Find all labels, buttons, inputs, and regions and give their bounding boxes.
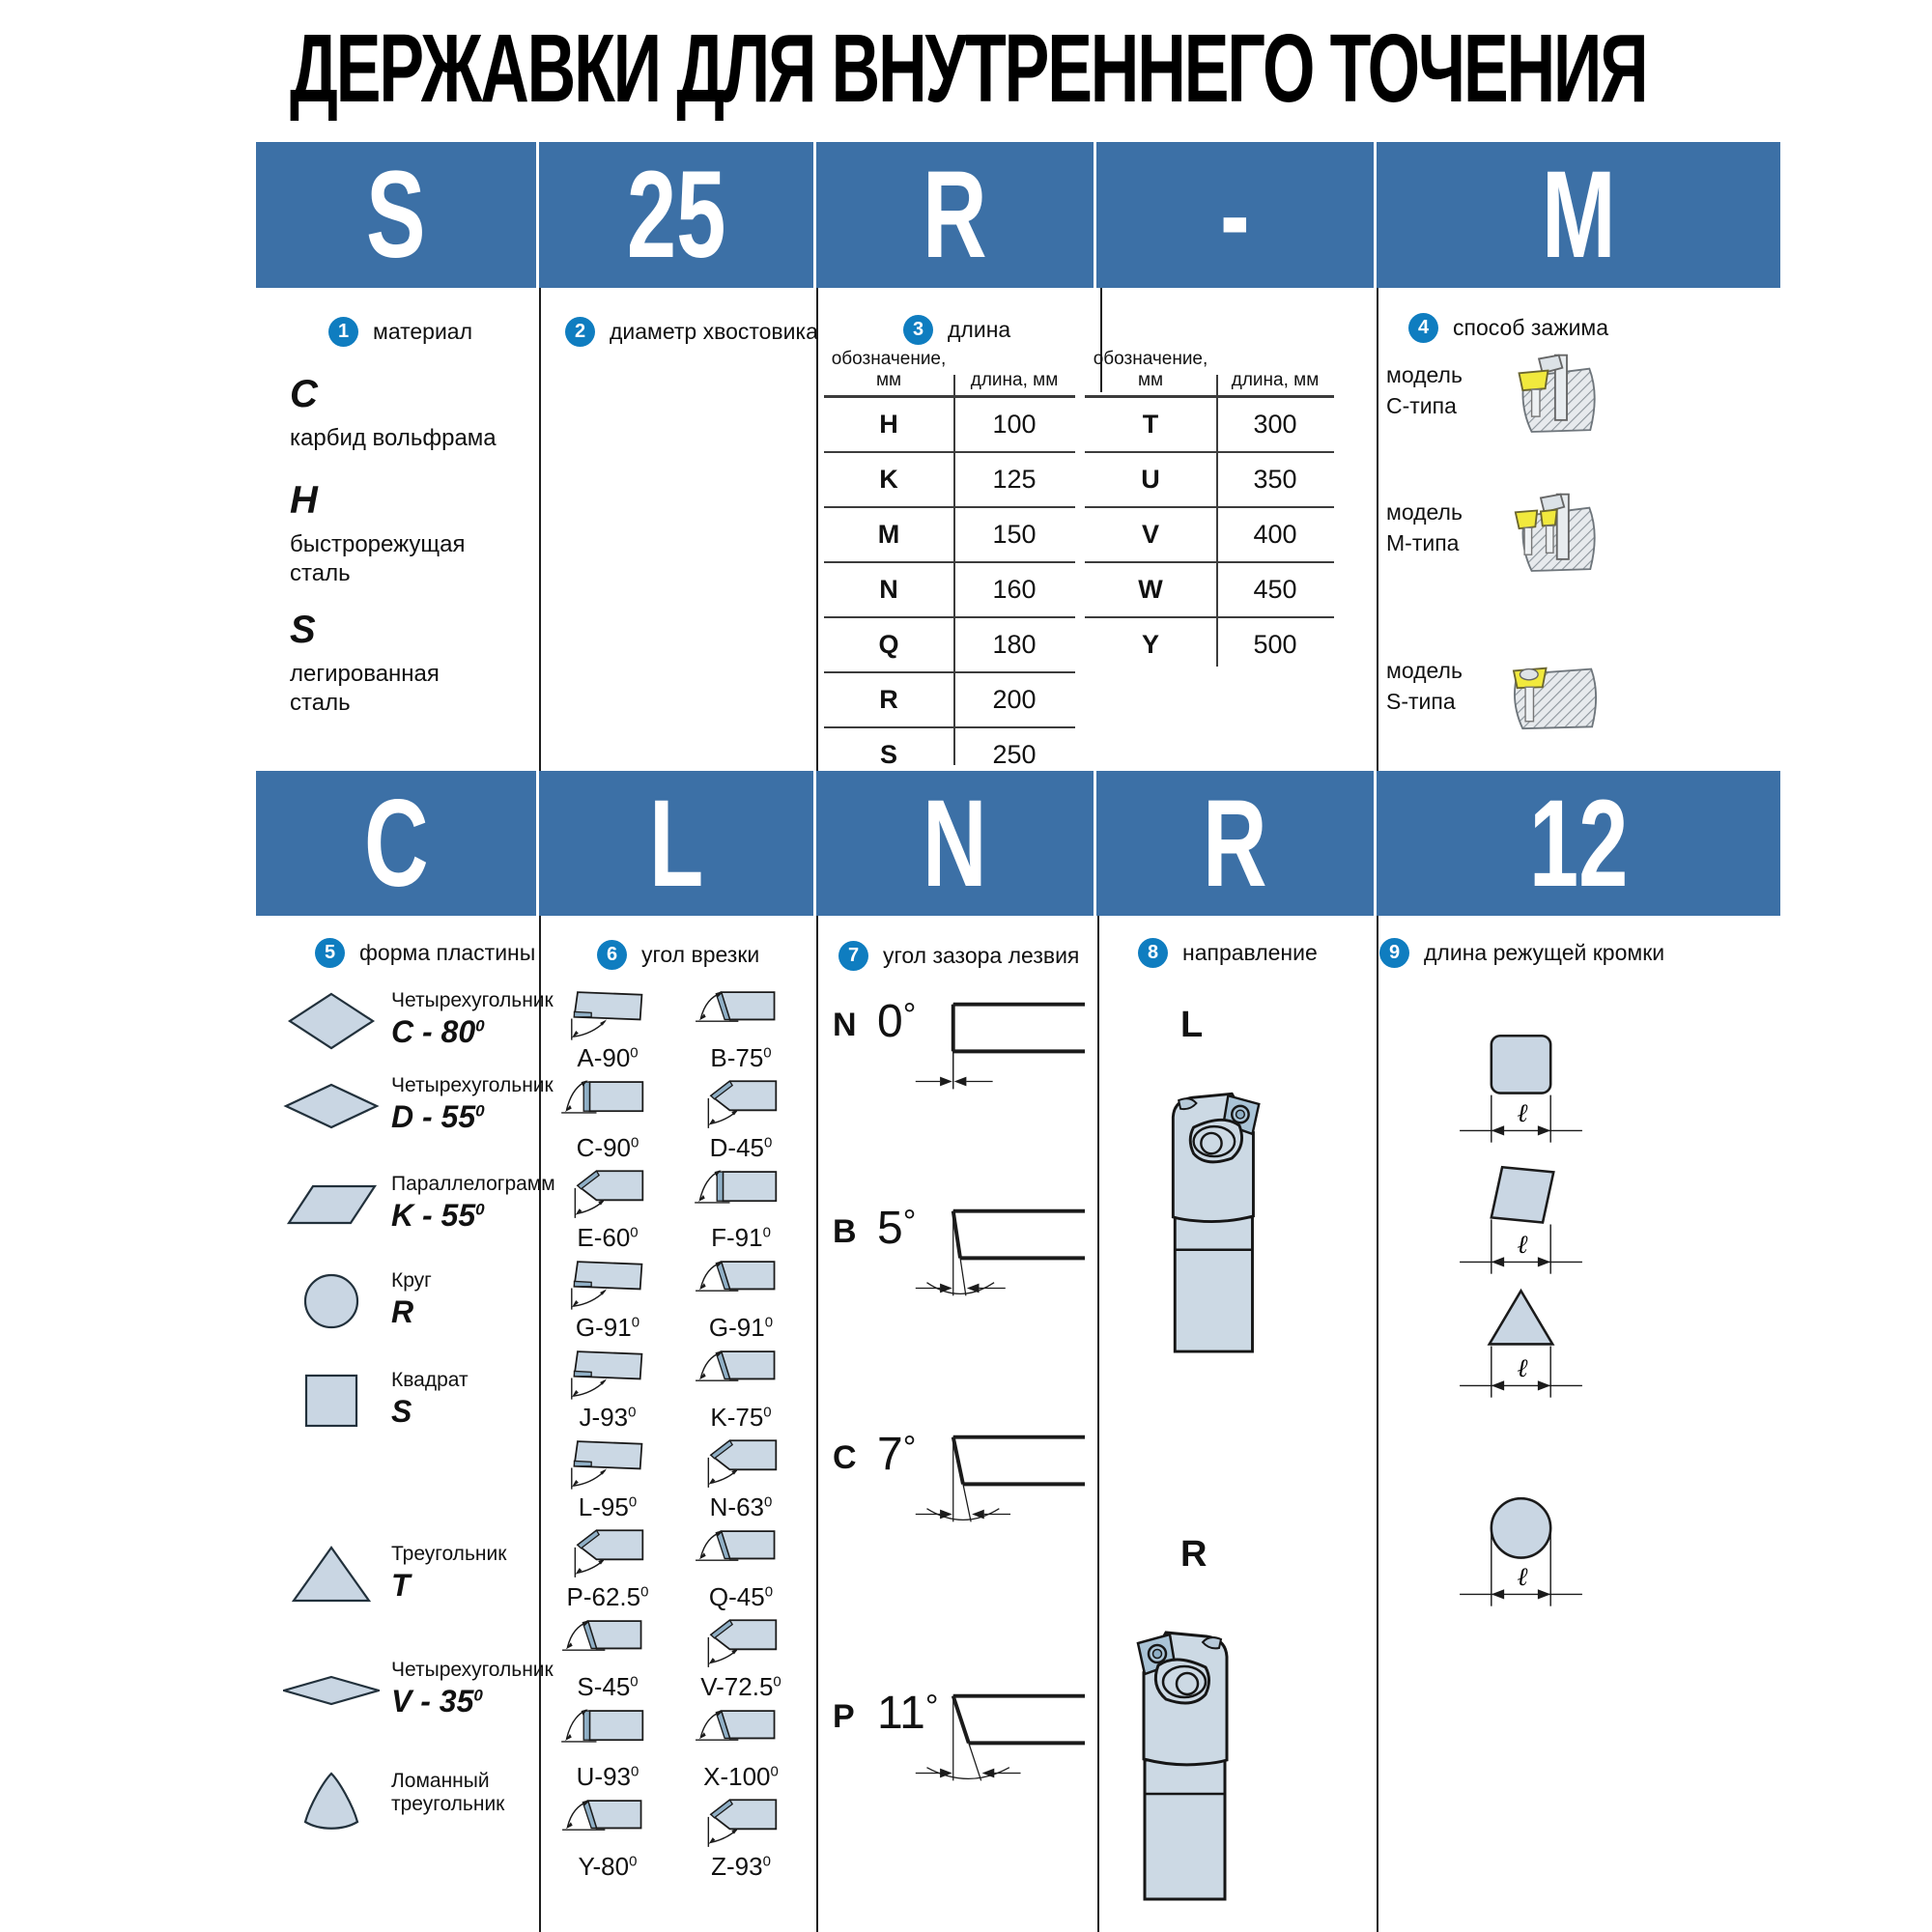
- column-header-length: длина, мм: [970, 370, 1059, 390]
- holder-right-image: [1125, 1602, 1251, 1913]
- insert-shape-item: [283, 1072, 554, 1140]
- material-desc-line: сталь: [290, 560, 351, 586]
- section-label: угол зазора лезвия: [883, 943, 1080, 968]
- insert-shape-name-line: Параллелограмм: [391, 1173, 555, 1195]
- clamp-model-image: [1499, 649, 1607, 732]
- entry-angle-icon: [552, 1165, 664, 1225]
- number-badge: 3: [903, 315, 933, 345]
- entry-angle-item: [541, 1435, 674, 1524]
- code-box-length: [816, 142, 1096, 288]
- insert-shape-icon: [283, 1171, 380, 1238]
- designation-cell: U: [1141, 465, 1160, 494]
- designation-cell: R: [879, 685, 898, 714]
- insert-shape-code: V - $35^0$: [391, 1684, 483, 1719]
- code-box-material: [256, 142, 539, 288]
- entry-angle-item: [541, 1165, 674, 1255]
- material-desc: [290, 660, 531, 718]
- entry-angle-item: [674, 1524, 808, 1614]
- clamp-model-line1: модель: [1386, 658, 1463, 683]
- edge-length-item: [1441, 1281, 1601, 1411]
- code-letter: 25: [626, 146, 726, 284]
- code-letter: S: [366, 146, 426, 284]
- insert-shape-name: [391, 989, 554, 1012]
- material-item: [290, 479, 531, 588]
- material-desc: [290, 424, 531, 453]
- entry-angle-icon: [552, 1075, 664, 1135]
- entry-angle-icon: [685, 1075, 797, 1135]
- table-header: [1085, 349, 1334, 398]
- number-badge: 4: [1408, 313, 1438, 343]
- code-box-diameter: [539, 142, 816, 288]
- material-desc: [290, 530, 531, 588]
- code-box-insert-shape: [256, 771, 539, 916]
- column-header-designation: обозначение, мм: [831, 349, 947, 390]
- entry-angle-icon: [552, 1255, 664, 1315]
- entry-angle-label: P-62.5$^0$: [566, 1582, 649, 1611]
- table-row: [824, 398, 1075, 453]
- number-badge: 8: [1138, 938, 1168, 968]
- length-symbol: ℓ: [1517, 1562, 1528, 1593]
- clamp-model-line2: S-типа: [1386, 689, 1456, 715]
- insert-shape-name: [391, 1659, 554, 1682]
- code-letter: 12: [1528, 774, 1629, 913]
- direction-label: R: [1180, 1534, 1208, 1575]
- length-symbol: ℓ: [1517, 1098, 1528, 1129]
- insert-shape-icon: [283, 1367, 380, 1435]
- entry-angle-item: [674, 1704, 808, 1794]
- entry-angle-icon: [685, 1435, 797, 1494]
- section-header-entry-angle: [597, 940, 759, 970]
- edge-length-diagram: [1441, 1157, 1601, 1288]
- entry-angle-label: $G-91^0$: [575, 1313, 640, 1342]
- edge-length-item: [1441, 1490, 1601, 1620]
- length-table-1: [824, 349, 1075, 781]
- insert-shape-item: [283, 987, 554, 1055]
- entry-angle-icon: [552, 1794, 664, 1854]
- entry-angle-label: $C-90^0$: [576, 1133, 639, 1162]
- section-label: направление: [1182, 940, 1318, 965]
- table-row: [1085, 453, 1334, 508]
- entry-angle-item: [674, 1794, 808, 1884]
- table-divider: [1216, 375, 1218, 667]
- edge-length-diagram: [1441, 1026, 1601, 1156]
- insert-shape-code: D - $55^0$: [391, 1099, 485, 1135]
- degree-icon: °: [902, 997, 917, 1034]
- insert-shape-text: [391, 1657, 554, 1719]
- entry-angle-item: [541, 985, 674, 1075]
- entry-angle-label: $J-93^0$: [579, 1403, 637, 1432]
- code-letter: N: [923, 774, 987, 913]
- section-label: форма пластины: [359, 940, 536, 965]
- clearance-letter: C: [833, 1439, 857, 1476]
- clearance-value: 0 °: [877, 996, 917, 1047]
- clearance-angle-item: [827, 1410, 1095, 1599]
- code-letter: R: [1203, 774, 1267, 913]
- insert-shape-name: [391, 1770, 504, 1816]
- column-divider: [1097, 916, 1099, 1932]
- designation-cell: K: [879, 465, 898, 494]
- insert-shape-item: [283, 1768, 534, 1835]
- table-row: [824, 673, 1075, 728]
- insert-shape-icon: [283, 1267, 380, 1335]
- entry-angle-icon: [552, 1704, 664, 1764]
- clamp-model-label: [1386, 655, 1463, 717]
- entry-angle-item: [674, 1165, 808, 1255]
- designation-cell: V: [1141, 520, 1159, 549]
- column-header-designation: обозначение, мм: [1093, 349, 1208, 390]
- column-divider: [1377, 916, 1378, 1932]
- insert-shape-name-line: Четырехугольник: [391, 1074, 554, 1096]
- entry-angle-item: [541, 1704, 674, 1794]
- designation-cell: N: [879, 575, 898, 604]
- length-cell: 350: [1253, 465, 1297, 494]
- insert-shape-icon: [283, 1768, 380, 1835]
- insert-shape-name-line: Треугольник: [391, 1543, 507, 1565]
- material-desc-line: карбид вольфрама: [290, 425, 497, 451]
- code-letter: M: [1541, 146, 1616, 284]
- clearance-angle-diagram: [908, 1190, 1087, 1318]
- edge-length-item: [1441, 1026, 1601, 1156]
- section-header-edge-length: [1379, 938, 1664, 968]
- material-item: [290, 609, 531, 718]
- insert-shape-item: [283, 1657, 554, 1724]
- entry-angle-item: [541, 1255, 674, 1345]
- insert-shape-icon: [283, 987, 380, 1055]
- code-box-direction: [1096, 771, 1377, 916]
- number-badge: 6: [597, 940, 627, 970]
- insert-shape-text: [391, 1367, 469, 1430]
- length-cell: 200: [992, 685, 1037, 714]
- entry-angle-label: $N-63^0$: [709, 1492, 773, 1521]
- length-cell: 100: [992, 410, 1037, 439]
- clamp-model-label: [1386, 497, 1463, 558]
- clamp-model-image: [1499, 350, 1607, 433]
- table-row: [824, 453, 1075, 508]
- number-badge: 2: [565, 317, 595, 347]
- entry-angle-label: $E-60^0$: [577, 1223, 639, 1252]
- section-label: материал: [373, 319, 473, 344]
- clearance-angle-item: [827, 1669, 1095, 1858]
- insert-shape-name-line: Круг: [391, 1269, 432, 1292]
- designation-cell: T: [1142, 410, 1159, 439]
- entry-angle-item: [541, 1075, 674, 1165]
- table-header: [824, 349, 1075, 398]
- direction-label: L: [1180, 1005, 1204, 1045]
- section-label: способ зажима: [1453, 315, 1609, 340]
- table-row: [824, 728, 1075, 781]
- section-header-length: [903, 315, 1010, 345]
- code-box-clearance: [816, 771, 1096, 916]
- length-cell: 400: [1253, 520, 1297, 549]
- degree-icon: °: [902, 1204, 917, 1240]
- material-item: [290, 373, 531, 453]
- clearance-angle-item: [827, 1184, 1095, 1373]
- clamp-model-label: [1386, 359, 1463, 421]
- insert-shape-name-line: треугольник: [391, 1793, 505, 1816]
- designation-cell: H: [879, 410, 898, 439]
- insert-shape-text: [391, 1072, 554, 1135]
- entry-angle-icon: [552, 1614, 664, 1674]
- designation-code-top: [256, 142, 1780, 288]
- entry-angle-icon: [685, 1165, 797, 1225]
- length-symbol: ℓ: [1517, 1230, 1528, 1261]
- entry-angle-label: $L-95^0$: [578, 1492, 638, 1521]
- column-divider: [816, 288, 818, 771]
- number-badge: 7: [838, 941, 868, 971]
- designation-cell: S: [879, 740, 897, 769]
- entry-angle-item: [674, 1435, 808, 1524]
- entry-angle-item: [541, 1524, 674, 1614]
- entry-angle-icon: [685, 985, 797, 1045]
- table-row: [824, 618, 1075, 673]
- material-desc-line: сталь: [290, 690, 351, 716]
- entry-angle-label: $Z-93^0$: [711, 1852, 771, 1881]
- code-box-entry-angle: [539, 771, 816, 916]
- entry-angle-item: [541, 1794, 674, 1884]
- designation-cell: Q: [878, 630, 899, 659]
- entry-angle-icon: [685, 1794, 797, 1854]
- insert-shape-text: [391, 987, 554, 1050]
- entry-angle-label: $B-75^0$: [710, 1043, 772, 1072]
- entry-angle-icon: [685, 1345, 797, 1405]
- insert-shape-icon: [283, 1657, 380, 1724]
- section-header-direction: [1138, 938, 1318, 968]
- entry-angle-item: [541, 1345, 674, 1435]
- material-code: S: [290, 609, 316, 651]
- number-badge: 1: [328, 317, 358, 347]
- entry-angle-label: $X-100^0$: [703, 1762, 779, 1791]
- clearance-letter: B: [833, 1213, 857, 1250]
- insert-shape-code: S: [391, 1394, 412, 1430]
- edge-length-diagram: [1441, 1281, 1601, 1411]
- entry-angle-label: $D-45^0$: [709, 1133, 773, 1162]
- clearance-letter: N: [833, 1007, 857, 1043]
- section-label: длина режущей кромки: [1424, 940, 1665, 965]
- entry-angle-item: [674, 1345, 808, 1435]
- insert-shape-code: C - $80^0$: [391, 1014, 485, 1050]
- clamp-model-line2: С-типа: [1386, 393, 1457, 419]
- table-row: [1085, 398, 1334, 453]
- length-symbol: ℓ: [1517, 1353, 1528, 1384]
- insert-shape-text: [391, 1267, 432, 1330]
- column-divider: [816, 916, 818, 1932]
- designation-code-bottom: [256, 771, 1780, 916]
- material-code: C: [290, 373, 318, 415]
- clearance-letter: P: [833, 1698, 855, 1735]
- entry-angle-label: $G-91^0$: [708, 1313, 774, 1342]
- insert-shape-text: [391, 1171, 555, 1234]
- clamp-model-line1: модель: [1386, 499, 1463, 525]
- entry-angle-label: V-72.5$^0$: [700, 1672, 781, 1701]
- section-label: угол врезки: [641, 942, 760, 967]
- material-code: H: [290, 479, 318, 522]
- entry-angle-label: $U-93^0$: [576, 1762, 639, 1791]
- code-letter: R: [923, 146, 987, 284]
- table-row: [1085, 618, 1334, 671]
- number-badge: 9: [1379, 938, 1409, 968]
- entry-angle-icon: [685, 1614, 797, 1674]
- entry-angle-label: $K-75^0$: [710, 1403, 772, 1432]
- length-cell: 125: [992, 465, 1037, 494]
- insert-shape-code: R: [391, 1294, 414, 1330]
- entry-angle-label: $S-45^0$: [577, 1672, 639, 1701]
- insert-shape-text: [391, 1768, 504, 1818]
- entry-angle-item: [674, 1255, 808, 1345]
- designation-cell: Y: [1141, 630, 1159, 659]
- insert-shape-name-line: Ломанный: [391, 1770, 490, 1792]
- length-cell: 500: [1253, 630, 1297, 659]
- length-cell: 450: [1253, 575, 1297, 604]
- clearance-value: 5 °: [877, 1203, 917, 1254]
- insert-shape-name-line: Четырехугольник: [391, 1659, 554, 1681]
- section-header-clamp-method: [1408, 313, 1608, 343]
- table-row: [1085, 563, 1334, 618]
- insert-shape-item: [283, 1171, 555, 1238]
- entry-angle-item: [674, 985, 808, 1075]
- clearance-angle-diagram: [908, 983, 1087, 1111]
- insert-shape-code: T: [391, 1568, 411, 1604]
- column-header-length: длина, мм: [1231, 370, 1320, 390]
- code-box-edge-length: [1377, 771, 1780, 916]
- insert-shape-name: [391, 1543, 506, 1566]
- clamp-model-line2: М-типа: [1386, 530, 1460, 556]
- section-header-insert-shape: [315, 938, 535, 968]
- column-divider: [539, 288, 541, 771]
- section-label: длина: [948, 317, 1011, 342]
- code-box-dash: [1096, 142, 1377, 288]
- length-cell: 300: [1253, 410, 1297, 439]
- clearance-angle-item: [827, 978, 1095, 1166]
- designation-cell: W: [1138, 575, 1163, 604]
- insert-shape-code: K - $55^0$: [391, 1198, 485, 1234]
- clearance-angle-diagram: [908, 1416, 1087, 1544]
- entry-angle-label: $Y-80^0$: [578, 1852, 638, 1881]
- section-header-shank-diameter: [565, 317, 818, 347]
- entry-angle-icon: [552, 1345, 664, 1405]
- entry-angle-icon: [552, 1435, 664, 1494]
- degree-icon: °: [924, 1689, 939, 1725]
- code-box-clamp: [1377, 142, 1780, 288]
- length-table-2: [1085, 349, 1334, 671]
- column-divider: [1377, 288, 1378, 771]
- insert-shape-icon: [283, 1072, 380, 1140]
- holder-left-image: [1148, 1074, 1273, 1354]
- code-letter: L: [648, 774, 704, 913]
- insert-shape-icon: [283, 1541, 380, 1608]
- length-cell: 150: [992, 520, 1037, 549]
- material-desc-line: быстрорежущая: [290, 531, 466, 557]
- designation-cell: M: [877, 520, 900, 549]
- table-row: [1085, 508, 1334, 563]
- edge-length-diagram: [1441, 1490, 1601, 1620]
- insert-shape-name-line: Четырехугольник: [391, 989, 554, 1011]
- length-cell: 250: [992, 740, 1037, 769]
- insert-shape-item: [283, 1367, 534, 1435]
- insert-shape-name: [391, 1369, 469, 1392]
- entry-angle-icon: [552, 1524, 664, 1584]
- clamp-model-image: [1499, 489, 1607, 572]
- entry-angle-icon: [685, 1255, 797, 1315]
- edge-length-item: [1441, 1157, 1601, 1288]
- entry-angle-item: [674, 1614, 808, 1704]
- degree-icon: °: [902, 1430, 917, 1466]
- insert-shape-item: [283, 1267, 534, 1335]
- insert-shape-name: [391, 1173, 555, 1196]
- entry-angle-icon: [552, 985, 664, 1045]
- insert-shape-name: [391, 1269, 432, 1293]
- entry-angle-grid: [541, 985, 808, 1884]
- page-title: ДЕРЖАВКИ ДЛЯ ВНУТРЕННЕГО ТОЧЕНИЯ: [290, 14, 1647, 123]
- number-badge: 5: [315, 938, 345, 968]
- table-row: [824, 508, 1075, 563]
- insert-shape-name-line: Квадрат: [391, 1369, 469, 1391]
- entry-angle-icon: [685, 1704, 797, 1764]
- entry-angle-item: [541, 1614, 674, 1704]
- section-label: диаметр хвостовика: [610, 319, 818, 344]
- length-cell: 160: [992, 575, 1037, 604]
- clamp-model-line1: модель: [1386, 362, 1463, 387]
- entry-angle-icon: [685, 1524, 797, 1584]
- clearance-value: 11 °: [877, 1688, 939, 1739]
- entry-angle-label: $Q-45^0$: [708, 1582, 774, 1611]
- entry-angle-label: $A-90^0$: [577, 1043, 639, 1072]
- insert-shape-item: [283, 1541, 534, 1608]
- length-cell: 180: [992, 630, 1037, 659]
- entry-angle-item: [674, 1075, 808, 1165]
- insert-shape-text: [391, 1541, 506, 1604]
- clearance-angle-diagram: [908, 1675, 1087, 1803]
- table-row: [824, 563, 1075, 618]
- clearance-value: 7 °: [877, 1429, 917, 1480]
- insert-shape-name: [391, 1074, 554, 1097]
- code-letter: -: [1220, 146, 1250, 284]
- section-header-material: [328, 317, 472, 347]
- material-desc-line: легированная: [290, 661, 440, 687]
- section-header-clearance-angle: [838, 941, 1079, 971]
- entry-angle-label: $F-91^0$: [711, 1223, 771, 1252]
- table-divider: [953, 375, 955, 765]
- code-letter: C: [363, 774, 429, 913]
